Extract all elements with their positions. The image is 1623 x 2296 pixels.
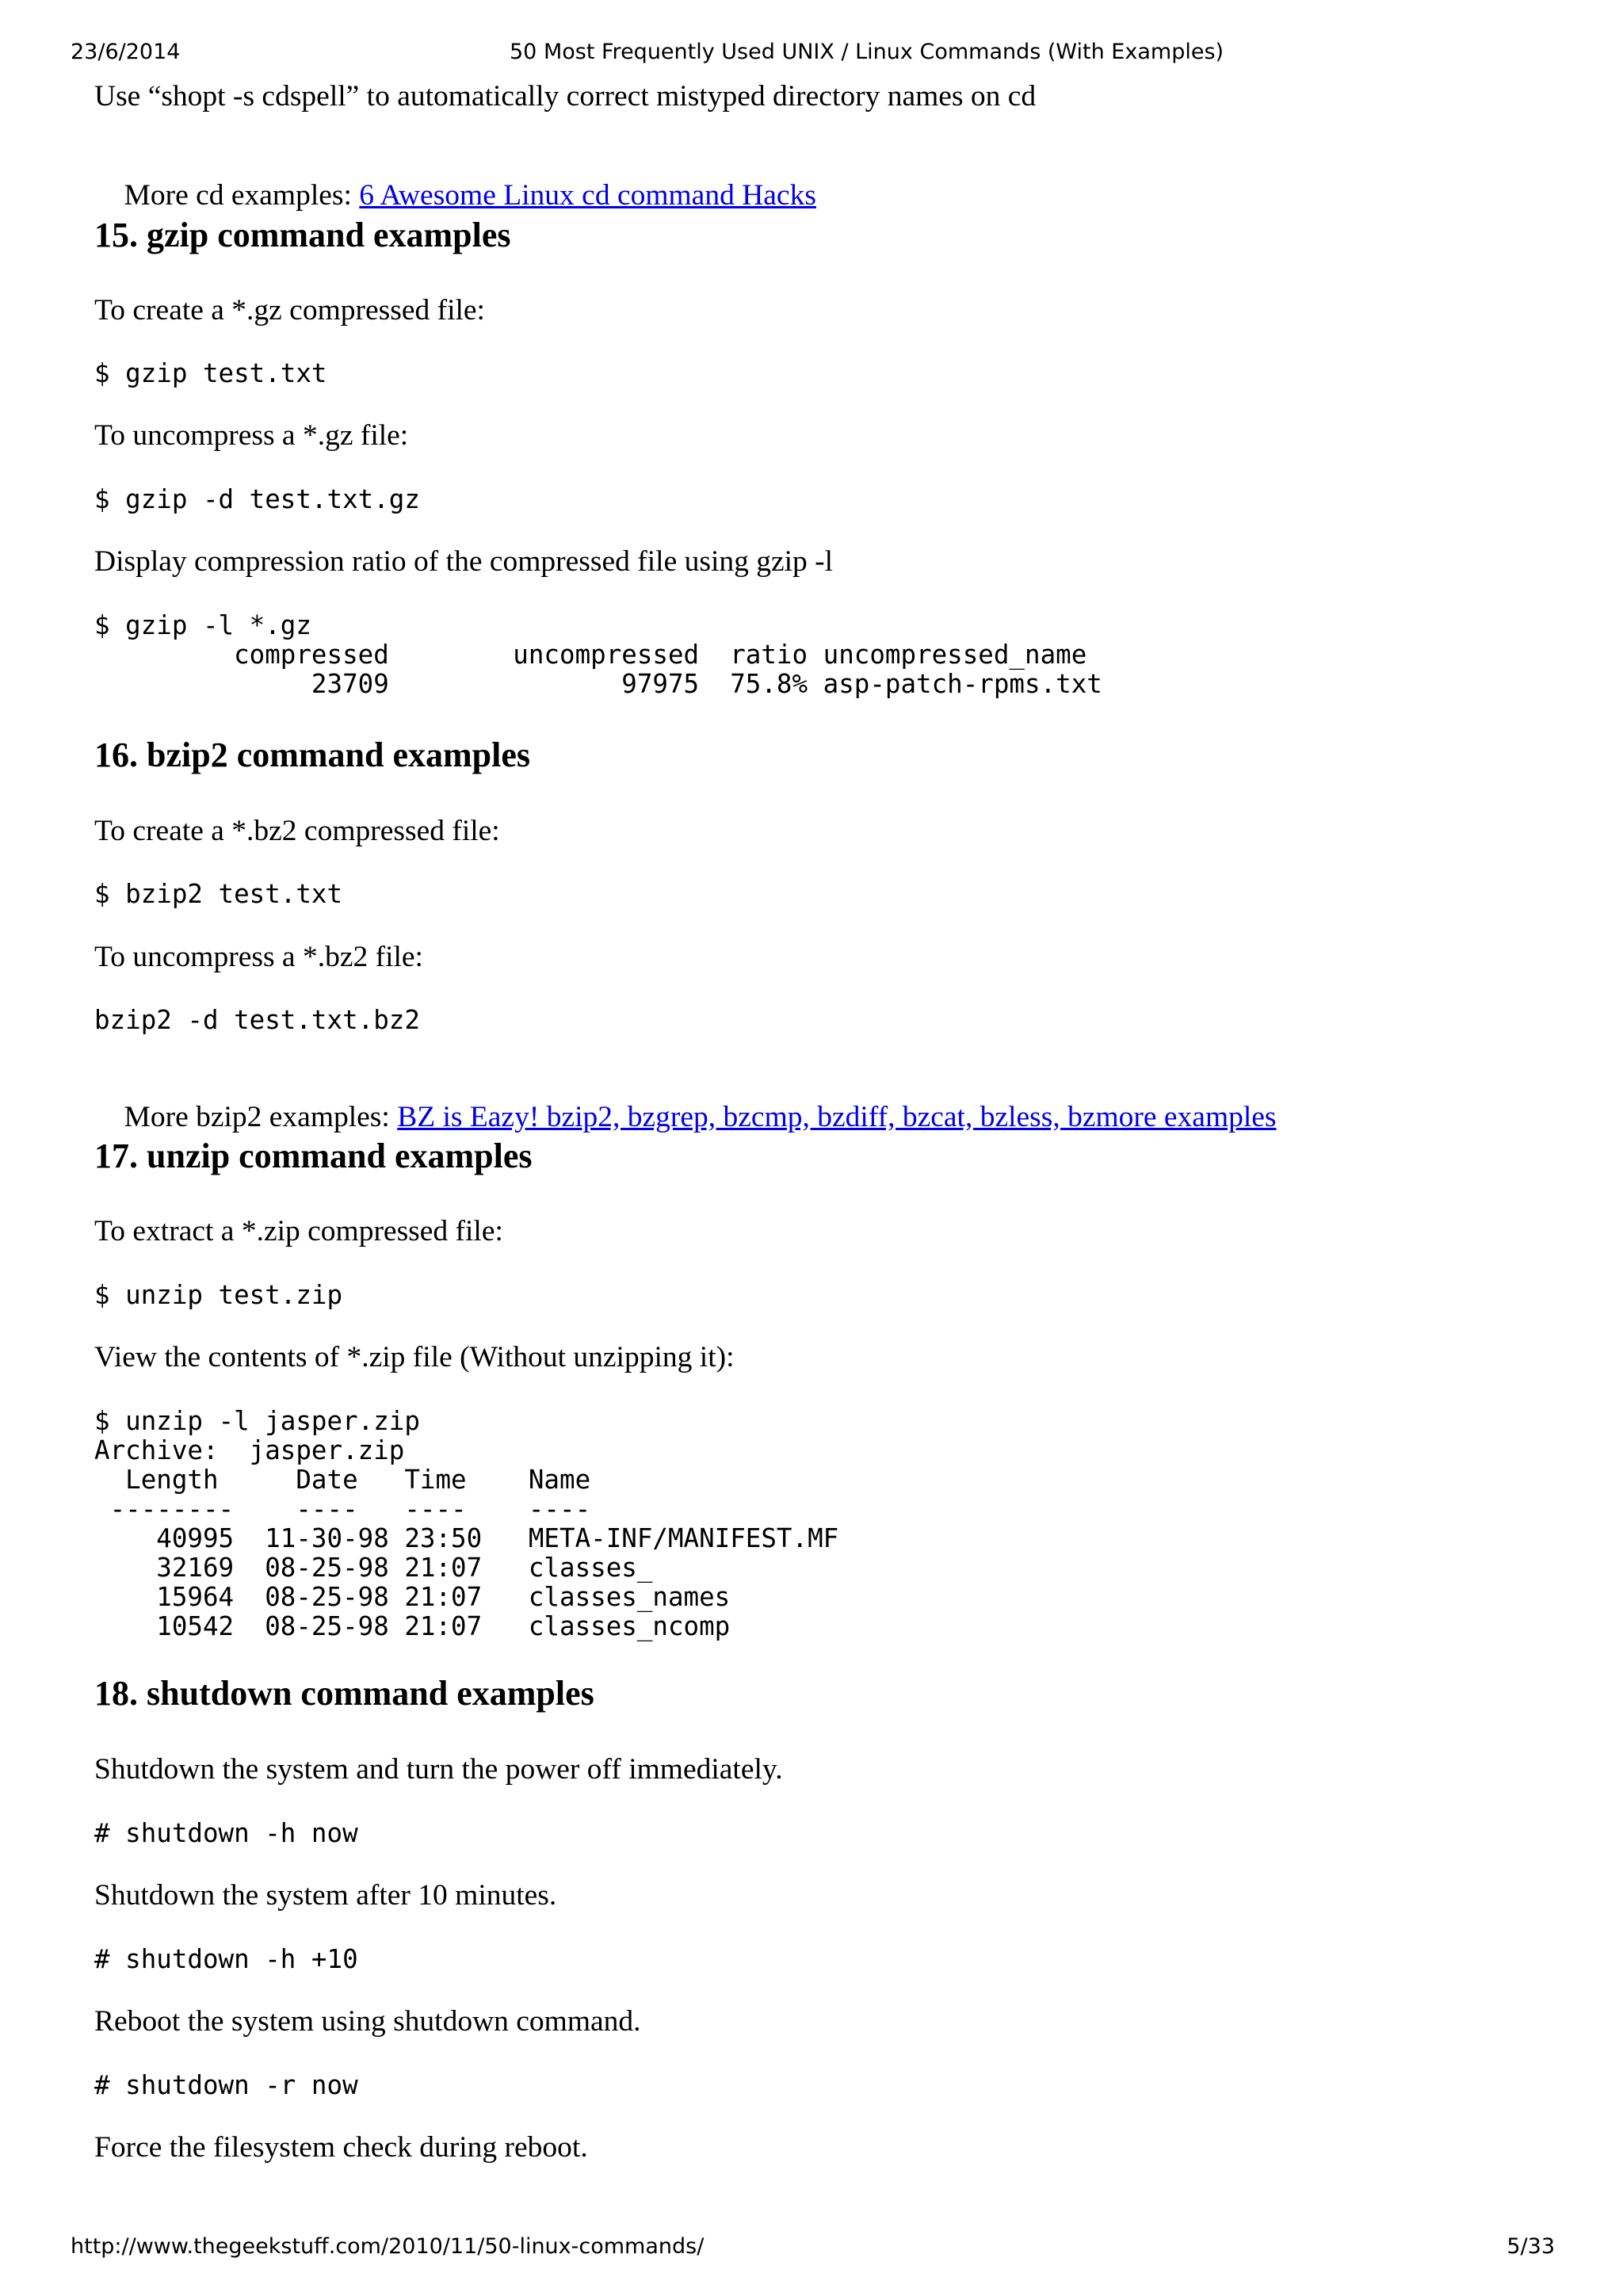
shutdown-poweroff-text: Shutdown the system and turn the power off immediately. [94, 1753, 783, 1786]
gzip-uncompress-code: $ gzip -d test.txt.gz [94, 484, 420, 514]
unzip-heading: 17. unzip command examples [94, 1137, 533, 1175]
cdspell-tip: Use “shopt -s cdspell” to automatically correct mistyped directory names on cd [94, 80, 1037, 113]
print-url: http://www.thegeekstuff.com/2010/11/50-linux-commands/ [71, 2234, 705, 2259]
shutdown-reboot-code: # shutdown -r now [94, 2070, 358, 2100]
shutdown-delay-code: # shutdown -h +10 [94, 1944, 358, 1974]
more-cd-prefix: More cd examples: [124, 179, 360, 212]
bzip2-uncompress-text: To uncompress a *.bz2 file: [94, 941, 423, 973]
gzip-create-text: To create a *.gz compressed file: [94, 294, 485, 327]
print-title: 50 Most Frequently Used UNIX / Linux Commands (With Examples) [510, 40, 1224, 64]
print-date: 23/6/2014 [71, 40, 181, 64]
cd-hacks-link[interactable]: 6 Awesome Linux cd command Hacks [359, 179, 816, 212]
shutdown-poweroff-code: # shutdown -h now [94, 1818, 358, 1848]
gzip-heading: 15. gzip command examples [94, 216, 511, 254]
gzip-uncompress-text: To uncompress a *.gz file: [94, 419, 409, 452]
shutdown-delay-text: Shutdown the system after 10 minutes. [94, 1879, 557, 1912]
bz-is-eazy-link[interactable]: BZ is Eazy! bzip2, bzgrep, bzcmp, bzdiff, bzcat, bzless, bzmore examples [397, 1101, 1277, 1134]
gzip-create-code: $ gzip test.txt [94, 358, 327, 388]
bzip2-uncompress-code: bzip2 -d test.txt.bz2 [94, 1005, 420, 1035]
bzip2-create-code: $ bzip2 test.txt [94, 879, 343, 909]
unzip-extract-text: To extract a *.zip compressed file: [94, 1215, 503, 1247]
bzip2-create-text: To create a *.bz2 compressed file: [94, 815, 500, 847]
shutdown-reboot-text: Reboot the system using shutdown command. [94, 2005, 641, 2038]
unzip-extract-code: $ unzip test.zip [94, 1280, 343, 1310]
unzip-view-output: $ unzip -l jasper.zip Archive: jasper.zip Length Date Time Name -------- ---- ---- ---- 40995 11-30-98 23:50 META-INF/MANIFEST.MF 32169 08-25-98 21:07 classes_ 15964 08-25-98 21:07 classes_names 10542 08-25-98 21:07 classes_ncomp [94, 1406, 839, 1641]
gzip-ratio-output: $ gzip -l *.gz compressed uncompressed ratio uncompressed_name 23709 97975 75.8% asp-patch-rpms.txt [94, 610, 1102, 699]
shutdown-heading: 18. shutdown command examples [94, 1674, 594, 1713]
unzip-view-text: View the contents of *.zip file (Without unzipping it): [94, 1341, 735, 1373]
more-bzip2-prefix: More bzip2 examples: [124, 1101, 398, 1134]
bzip2-heading: 16. bzip2 command examples [94, 735, 530, 774]
gzip-ratio-text: Display compression ratio of the compressed file using gzip -l [94, 545, 834, 578]
page-number: 5/33 [1507, 2234, 1555, 2259]
shutdown-fsck-text: Force the filesystem check during reboot. [94, 2131, 588, 2164]
